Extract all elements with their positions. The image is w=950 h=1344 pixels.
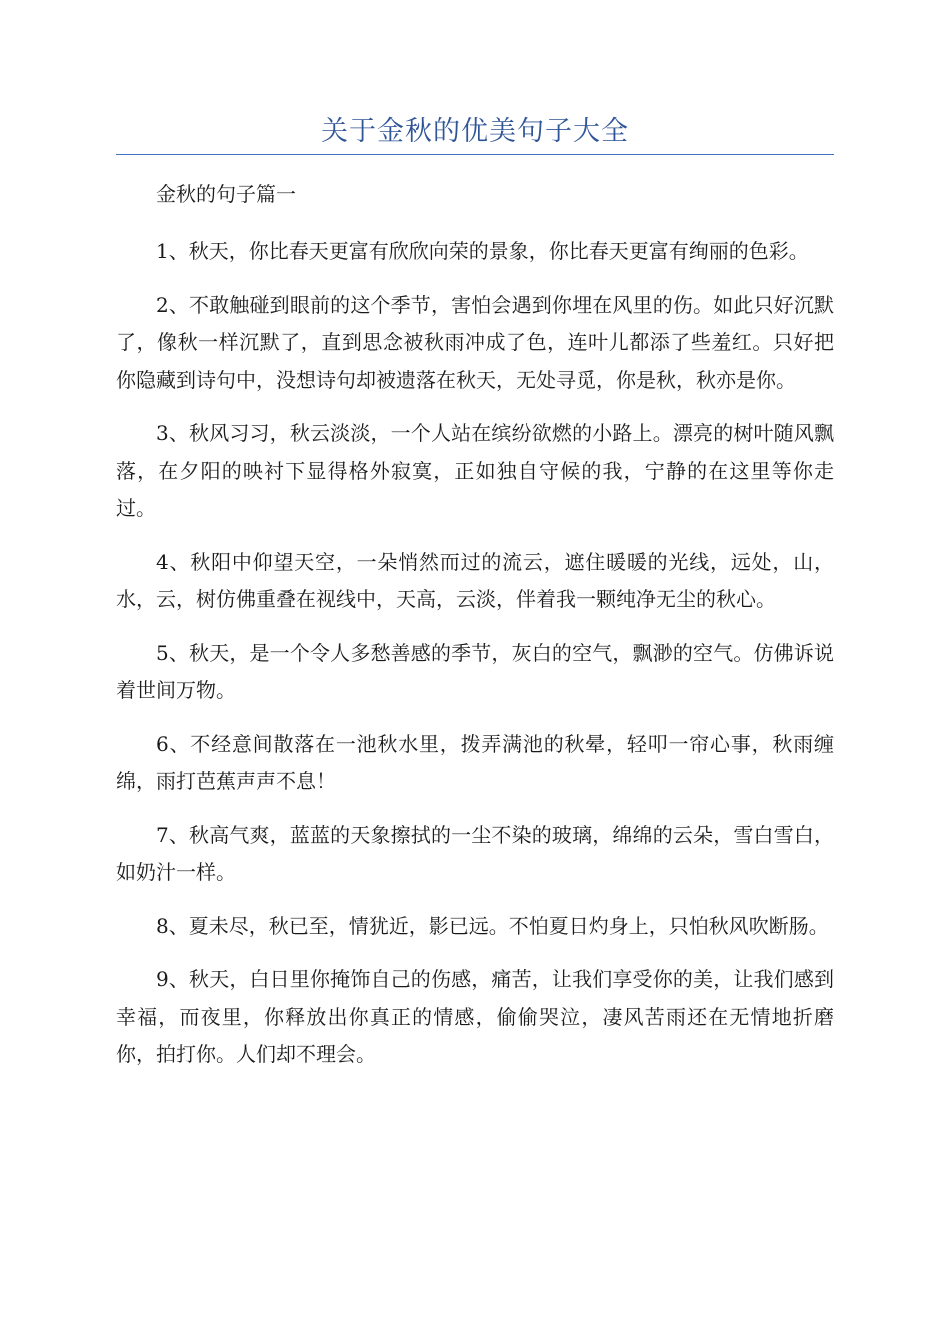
paragraph-7: 7、秋高气爽，蓝蓝的天象擦拭的一尘不染的玻璃，绵绵的云朵，雪白雪白，如奶汁一样。 — [116, 822, 834, 884]
paragraph-3: 3、秋风习习，秋云淡淡，一个人站在缤纷欲燃的小路上。漂亮的树叶随风飘落，在夕阳的映衬下显得格外寂寞，正如独自守候的我，宁静的在这里等你走过。 — [116, 421, 834, 520]
paragraph-6: 6、不经意间散落在一池秋水里，拨弄满池的秋晕，轻叩一帘心事，秋雨缠绵，雨打芭蕉声声不息！ — [116, 731, 834, 793]
document-title: 关于金秋的优美句子大全 — [321, 116, 629, 147]
paragraph-2: 2、不敢触碰到眼前的这个季节，害怕会遇到你埋在风里的伤。如此只好沉默了，像秋一样沉默了，直到思念被秋雨冲成了色，连叶儿都添了些羞红。只好把你隐藏到诗句中，没想诗句却被遗落在秋天，无处寻觅，你是秋，秋亦是你。 — [116, 292, 834, 392]
paragraph-9: 9、秋天，白日里你掩饰自己的伤感，痛苦，让我们享受你的美，让我们感到幸福，而夜里，你释放出你真正的情感，偷偷哭泣，凄风苦雨还在无情地折磨你，拍打你。人们却不理会。 — [116, 967, 834, 1066]
paragraph-1: 1、秋天，你比春天更富有欣欣向荣的景象，你比春天更富有绚丽的色彩。 — [156, 239, 809, 263]
paragraph-5: 5、秋天，是一个令人多愁善感的季节，灰白的空气，飘渺的空气。仿佛诉说着世间万物。 — [116, 640, 834, 702]
paragraph-8: 8、夏未尽，秋已至，情犹近，影已远。不怕夏日灼身上，只怕秋风吹断肠。 — [156, 913, 829, 938]
paragraph-4: 4、秋阳中仰望天空，一朵悄然而过的流云，遮住暖暖的光线，远处，山，水，云，树仿佛重叠在视线中，天高，云淡，伴着我一颗纯净无尘的秋心。 — [116, 549, 834, 611]
section-heading: 金秋的句子篇一 — [156, 182, 296, 206]
title-underline — [116, 154, 834, 155]
document-body — [116, 176, 834, 1090]
